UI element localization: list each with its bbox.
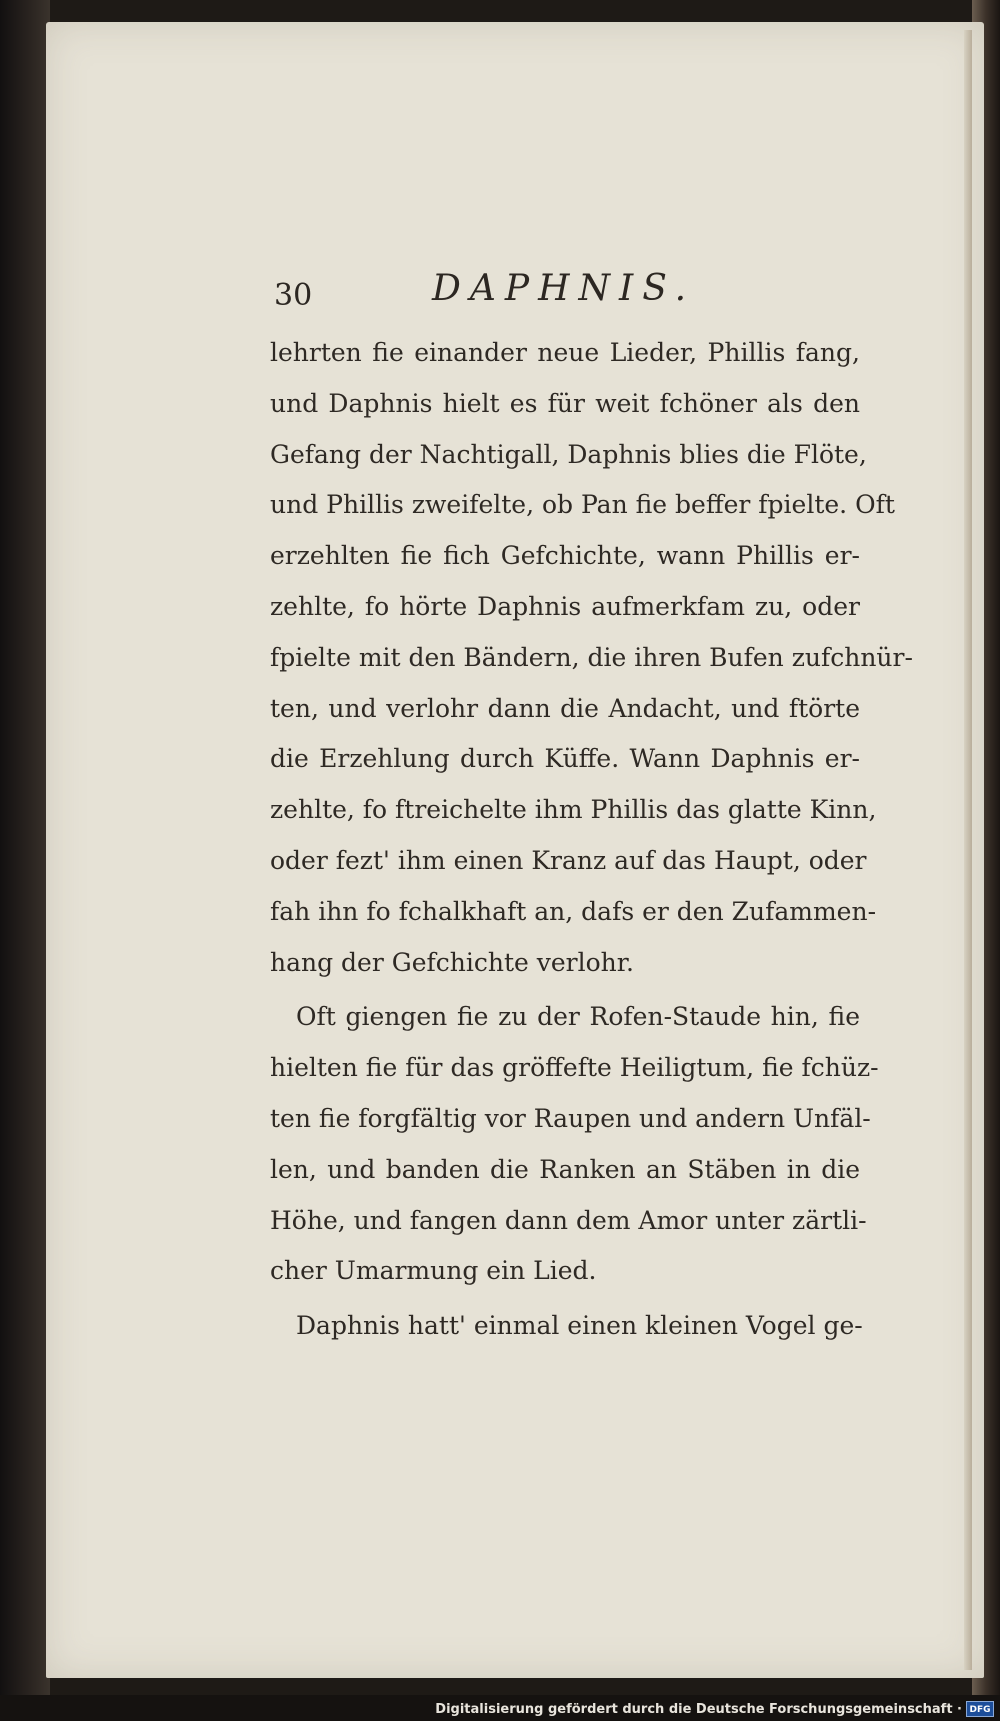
dfg-logo: DFG [966, 1701, 994, 1717]
paragraph-1 [270, 328, 913, 988]
text-line: hielten fie für das gröffefte Heiligtum, fie fchüz- [270, 1053, 879, 1083]
text-line: Daphnis hatt' einmal einen kleinen Vogel ge- [296, 1311, 863, 1341]
text-line: Oft giengen fie zu der Rofen-Staude hin, fie [296, 1002, 860, 1032]
page-number: 30 [274, 278, 313, 313]
paragraph-2 [270, 992, 879, 1297]
text-line: zehlte, fo ftreichelte ihm Phillis das glatte Kinn, [270, 795, 877, 825]
scan-background-left [0, 0, 50, 1721]
text-line: ten, und verlohr dann die Andacht, und ftörte [270, 693, 860, 723]
text-line: fpielte mit den Bändern, die ihren Bufen zufchnür- [270, 642, 913, 672]
running-head [274, 268, 704, 318]
text-line: ten fie forgfältig vor Raupen und andern Unfäl- [270, 1103, 871, 1133]
text-line: erzehlten fie fich Gefchichte, wann Phillis er- [270, 541, 860, 571]
text-line: Höhe, und fangen dann dem Amor unter zärtli- [270, 1205, 867, 1235]
text-line: len, und banden die Ranken an Stäben in die [270, 1154, 860, 1184]
footer-bar [0, 1695, 1000, 1721]
text-block [270, 328, 913, 1352]
text-line: zehlte, fo hörte Daphnis aufmerkfam zu, oder [270, 591, 860, 621]
text-line: und Phillis zweifelte, ob Pan fie beffer fpielte. Oft [270, 490, 895, 520]
text-line: und Daphnis hielt es für weit fchöner als den [270, 388, 860, 418]
text-line: cher Umarmung ein Lied. [270, 1256, 597, 1286]
paragraph-3 [270, 1301, 863, 1352]
text-line: oder fezt' ihm einen Kranz auf das Haupt, oder [270, 845, 867, 875]
digitization-credit: Digitalisierung gefördert durch die Deutsche Forschungsgemeinschaft · [435, 1702, 962, 1717]
running-title: DAPHNIS. [432, 268, 696, 309]
text-line: hang der Gefchichte verlohr. [270, 947, 634, 977]
text-line: fah ihn fo fchalkhaft an, dafs er den Zufammen- [270, 896, 877, 926]
page-edge [964, 30, 972, 1670]
text-line: lehrten fie einander neue Lieder, Phillis fang, [270, 338, 860, 367]
text-line: die Erzehlung durch Küffe. Wann Daphnis er- [270, 744, 860, 774]
text-line: Gefang der Nachtigall, Daphnis blies die Flöte, [270, 439, 867, 469]
